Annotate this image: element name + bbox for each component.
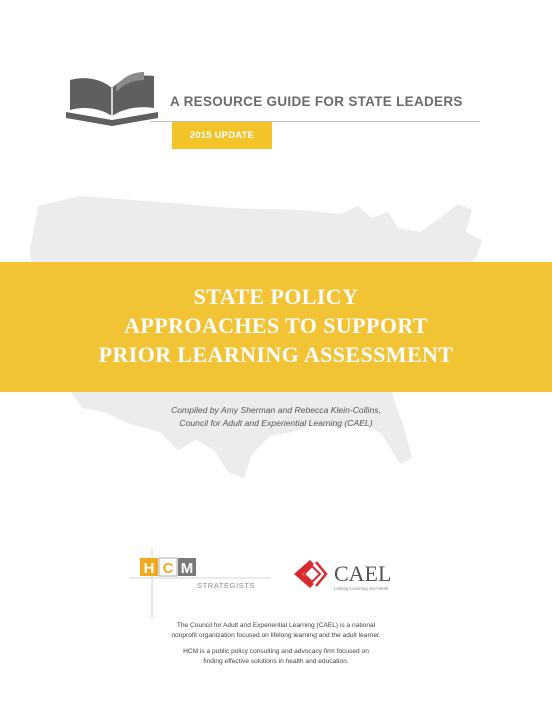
authors-credit	[0, 404, 552, 430]
report-title	[0, 282, 552, 369]
title-line-2: APPROACHES TO SUPPORT	[124, 313, 428, 338]
title-line-3: PRIOR LEARNING ASSESSMENT	[98, 342, 454, 367]
cael-description-line-1: The Council for Adult and Experiential Learning (CAEL) is a national	[176, 622, 376, 629]
authors-line-2: Council for Adult and Experiential Learning (CAEL)	[179, 418, 373, 428]
cael-name: CAEL	[334, 561, 392, 586]
cael-description-line-2: nonprofit organization focused on lifelong learning and the adult learner.	[171, 631, 381, 639]
title-line-1: STATE POLICY	[193, 284, 359, 309]
hcm-strategists-text: STRATEGISTS	[197, 581, 256, 590]
cael-logo	[292, 556, 412, 596]
guide-subtitle: A RESOURCE GUIDE FOR STATE LEADERS	[170, 94, 463, 109]
hcm-letter-m: M	[180, 560, 194, 577]
cael-description	[0, 621, 552, 640]
hcm-description-line-1: HCM is a public policy consulting and advocacy firm focused on	[183, 648, 369, 655]
open-book-icon	[64, 70, 160, 126]
authors-line-1: Compiled by Amy Sherman and Rebecca Klein-Collins,	[171, 405, 381, 415]
hcm-description-line-2: finding effective solutions in health and education.	[203, 657, 349, 665]
hcm-letter-c: C	[162, 560, 174, 577]
hcm-strategists-logo	[130, 548, 270, 618]
hcm-description	[0, 647, 552, 666]
cael-tagline: Linking Learning and Work	[334, 586, 389, 591]
update-badge: 2015 UPDATE	[172, 122, 272, 149]
hcm-letter-h: H	[143, 560, 155, 577]
